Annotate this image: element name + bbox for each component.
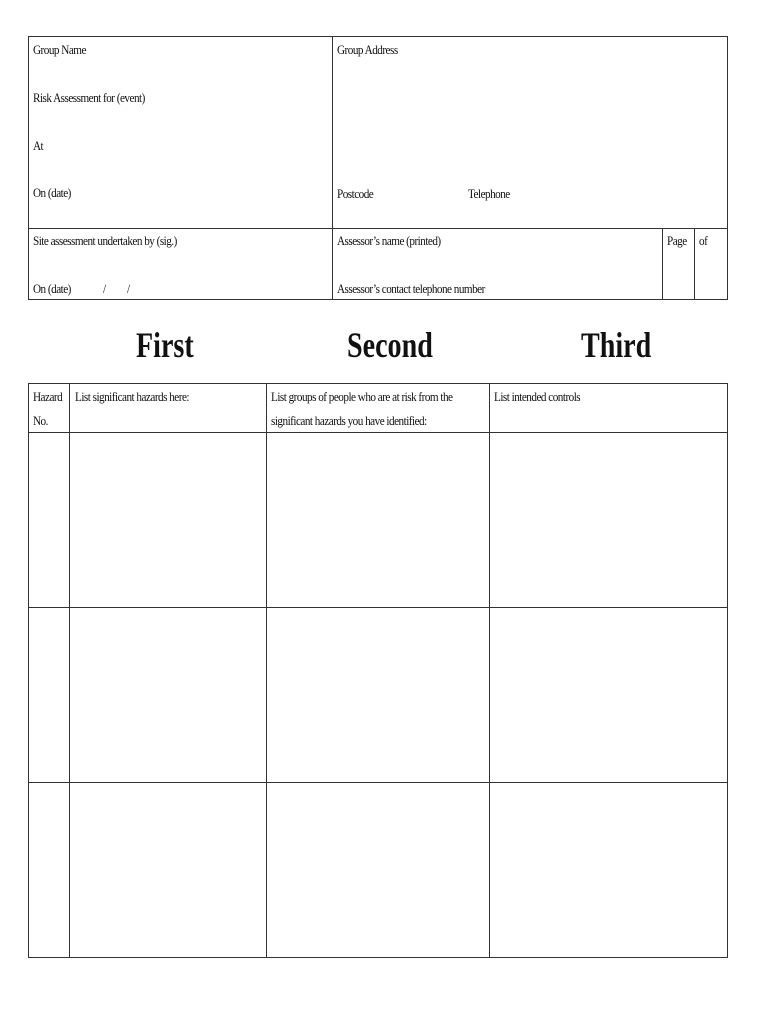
heading-second: Second (347, 325, 433, 365)
group-details-box (28, 36, 728, 300)
group-details-divider (332, 36, 333, 300)
page-cell-divider (662, 228, 663, 300)
telephone-field[interactable]: Telephone (468, 186, 510, 201)
postcode-field[interactable]: Postcode (337, 186, 374, 201)
col-header-hazard-no: Hazard (33, 389, 63, 404)
of-cell-divider (694, 228, 695, 300)
col-header-controls: List intended controls (494, 389, 581, 404)
at-field[interactable]: At (33, 138, 44, 153)
assessor-phone-field[interactable]: Assessor’s contact telephone number (337, 281, 485, 296)
group-address-field[interactable]: Group Address (337, 42, 398, 57)
risk-assessment-event-field[interactable]: Risk Assessment for (event) (33, 90, 145, 105)
heading-first: First (136, 325, 194, 365)
col-header-hazards: List significant hazards here: (75, 389, 189, 404)
assessment-date-field[interactable]: On (date) (33, 281, 71, 296)
group-name-field[interactable]: Group Name (33, 42, 86, 57)
page-total-field[interactable]: of (699, 233, 708, 248)
assessor-name-field[interactable]: Assessor’s name (printed) (337, 233, 441, 248)
heading-third: Third (581, 325, 652, 365)
col-header-people-at-risk: significant hazards you have identified: (271, 413, 427, 428)
date-separator: / (103, 281, 106, 296)
assessor-section-divider (28, 228, 728, 229)
site-assessment-signature-field[interactable]: Site assessment undertaken by (sig.) (33, 233, 177, 248)
col-header-hazard-no: No. (33, 413, 48, 428)
table-row[interactable] (29, 608, 727, 782)
page-number-field[interactable]: Page (667, 233, 687, 248)
table-row[interactable] (29, 783, 727, 957)
date-separator: / (127, 281, 130, 296)
col-header-people-at-risk: List groups of people who are at risk from the (271, 389, 453, 404)
event-date-field[interactable]: On (date) (33, 185, 71, 200)
table-row[interactable] (29, 433, 727, 607)
